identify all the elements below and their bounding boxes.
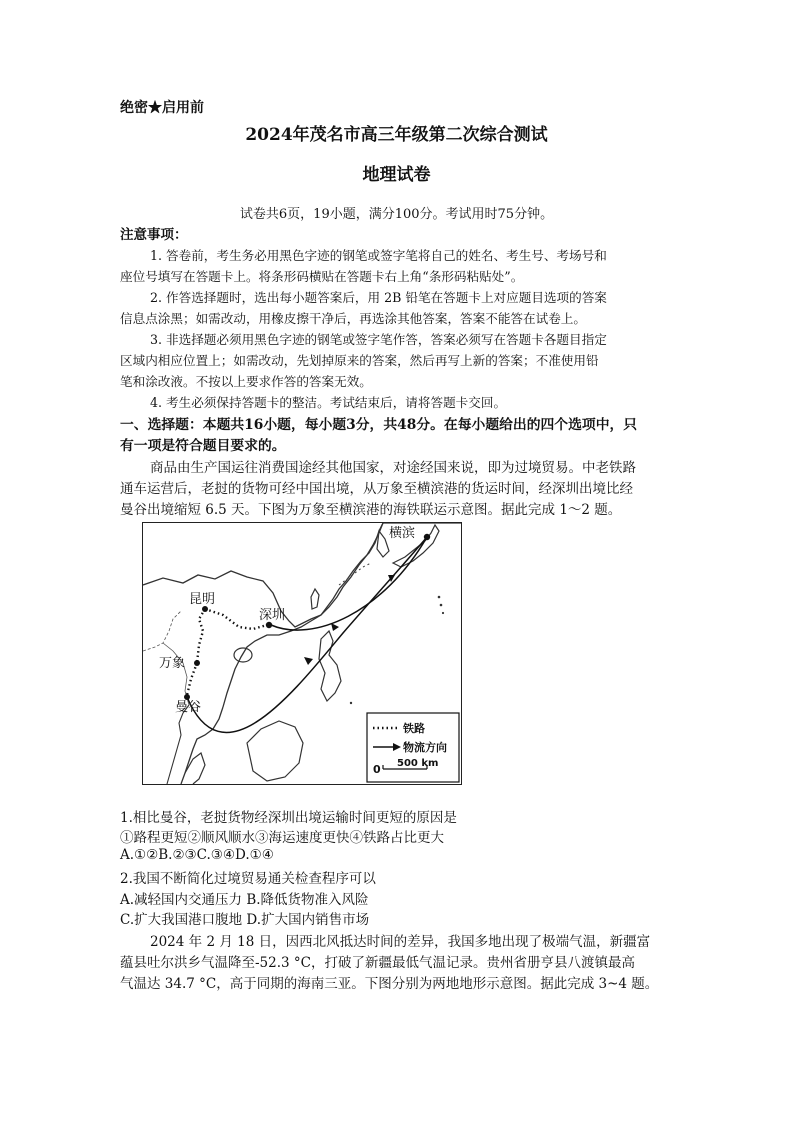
question-line: 2.我国不断简化过境贸易通关检查程序可以	[120, 871, 376, 887]
flow-arrow	[331, 623, 339, 631]
passage-line: 蕴县吐尔洪乡气温降至-52.3 °C，打破了新疆最低气温记录。贵州省册亨县八渡镇最高	[120, 955, 635, 971]
exam-info: 试卷共6页，19小题，满分100分。考试用时75分钟。	[239, 207, 554, 222]
railway-vientiane-bangkok	[187, 663, 197, 695]
passage-line: 商品由生产国运往消费国途经其他国家，对途经国来说，即为过境贸易。中老铁路	[150, 460, 636, 476]
railway-kunming-shenzhen	[205, 609, 267, 629]
korea-peninsula	[377, 531, 389, 557]
philippines	[319, 631, 341, 701]
notice-line: 笔和涂改液。不按以上要求作答的答案无效。	[120, 374, 372, 389]
notice-line: 2. 作答选择题时，选出每小题答案后，用 2B 铅笔在答题卡上对应题目选项的答案	[150, 290, 607, 305]
legend-flow-label: 物流方向	[403, 741, 447, 754]
legend-scale-zero: 0	[373, 763, 381, 776]
notice-title: 注意事项：	[120, 227, 188, 243]
myanmar-border	[143, 611, 181, 651]
passage-line: 2024 年 2 月 18 日，因西北风抵达时间的差异，我国多地出现了极端气温，新疆富	[150, 934, 651, 950]
legend-scale-value: 500 km	[397, 758, 439, 769]
hainan-island	[234, 648, 252, 662]
notice-line: 信息点涂黑；如需改动，用橡皮擦干净后，再选涂其他答案，答案不能答在试卷上。	[120, 311, 586, 326]
section-heading-cont: 有一项是符合题目要求的。	[120, 438, 286, 454]
question-line: 1.相比曼谷，老挝货物经深圳出境运输时间更短的原因是	[120, 810, 457, 826]
exam-title: 2024年茂名市高三年级第二次综合测试	[245, 125, 548, 145]
label-vientiane: 万象	[159, 656, 186, 671]
label-shenzhen: 深圳	[259, 608, 286, 623]
map-svg	[143, 523, 461, 784]
passage-line: 通车运营后，老挝的货物可经中国出境，从万象至横滨港的货运时间，经深圳出境比经	[120, 481, 633, 497]
island-dot	[350, 702, 352, 704]
label-bangkok: 曼谷	[175, 700, 202, 715]
question-options: A.减轻国内交通压力 B.降低货物准入风险	[120, 892, 369, 908]
vientiane-marker	[194, 660, 200, 666]
passage-line: 曼谷出境缩短 6.5 天。下图为万象至横滨港的海铁联运示意图。据此完成 1～2 题。	[120, 502, 622, 518]
malay-peninsula	[185, 753, 205, 784]
label-yokohama: 横滨	[389, 526, 416, 541]
sea-route-shenzhen	[271, 537, 427, 630]
yokohama-marker	[424, 534, 430, 540]
sea-route-bangkok	[187, 537, 427, 732]
island-dot	[440, 604, 443, 607]
question-options: A.①②B.②③C.③④D.①④	[120, 847, 274, 863]
ryukyu-islands	[339, 563, 371, 585]
borneo	[247, 721, 303, 781]
subject-title: 地理试卷	[362, 165, 431, 185]
flow-arrow	[304, 657, 313, 665]
question-options: C.扩大我国港口腹地 D.扩大国内销售市场	[120, 912, 370, 928]
taiwan-island	[311, 589, 319, 609]
island-dot	[438, 596, 441, 599]
notice-line: 1. 答卷前，考生务必用黑色字迹的钢笔或签字笔将自己的姓名、考生号、考场号和	[150, 248, 607, 263]
question-line: ①路程更短②顺风顺水③海运速度更快④铁路占比更大	[120, 830, 444, 846]
notice-line: 4. 考生必须保持答题卡的整洁。考试结束后，请将答题卡交回。	[150, 395, 507, 410]
island-dot	[442, 612, 444, 614]
confidential-mark: 绝密★启用前	[120, 100, 204, 116]
section-heading: 一、选择题：本题共16小题，每小题3分，共48分。在每小题给出的四个选项中，只	[120, 417, 638, 433]
notice-line: 座位号填写在答题卡上。将条形码横贴在答题卡右上角“条形码粘贴处”。	[120, 269, 524, 284]
passage-line: 气温达 34.7 °C，高于同期的海南三亚。下图分别为两地地形示意图。据此完成 3~4 题。	[120, 976, 659, 992]
notice-line: 区域内相应位置上；如需改动，先划掉原来的答案，然后再写上新的答案；不准使用铅	[120, 353, 599, 368]
legend-railway-label: 铁路	[403, 722, 425, 735]
label-kunming: 昆明	[189, 592, 216, 607]
railway-kunming-vientiane	[197, 609, 205, 663]
rail-sea-route-map	[142, 522, 462, 785]
notice-line: 3. 非选择题必须用黑色字迹的钢笔或签字笔作答，答案必须写在答题卡各题目指定	[150, 332, 607, 347]
